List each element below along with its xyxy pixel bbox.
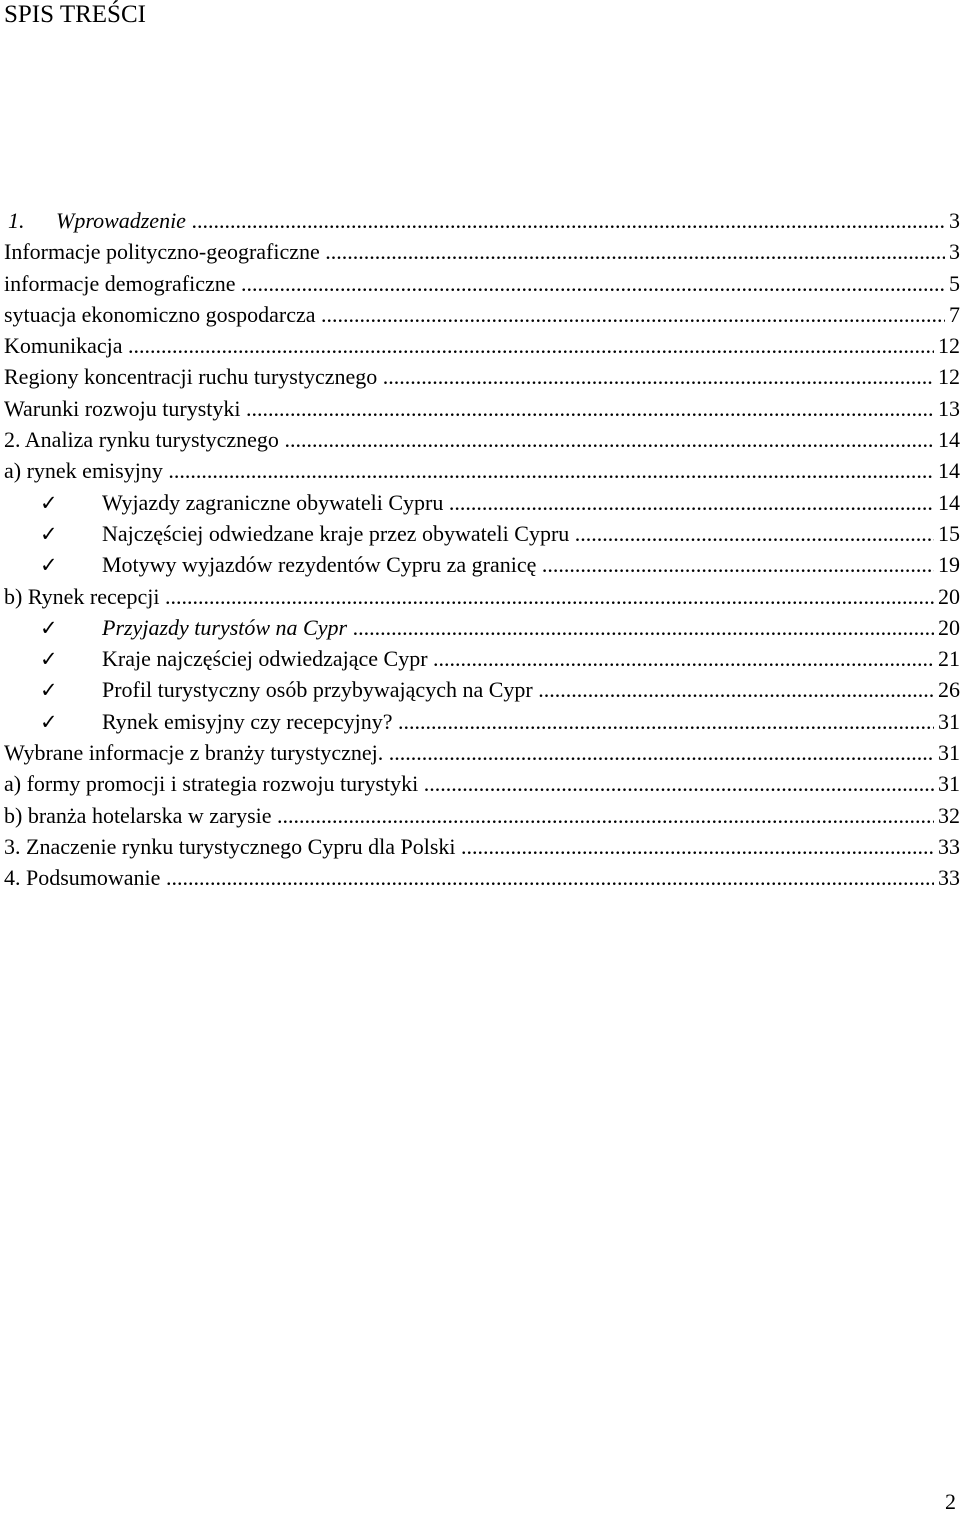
toc-entry-text: Przyjazdy turystów na Cypr xyxy=(102,614,348,640)
toc-entry-page: 20 xyxy=(934,581,960,612)
checkmark-icon: ✓ xyxy=(40,519,102,550)
toc-entry-title xyxy=(4,361,960,392)
toc-entry-text: Rynek emisyjny czy recepcyjny? xyxy=(102,708,393,734)
toc-entry-text: Motywy wyjazdów rezydentów Cypru za granicę xyxy=(102,552,537,578)
toc-entry-text: informacje demograficzne xyxy=(4,270,236,296)
checkmark-icon: ✓ xyxy=(40,613,102,644)
toc-entry-text: b) Rynek recepcji xyxy=(4,583,160,609)
toc-entry-text: Wyjazdy zagraniczne obywateli Cypru xyxy=(102,489,444,515)
checkmark-icon: ✓ xyxy=(40,488,102,519)
toc-entry[interactable] xyxy=(4,581,960,612)
toc-entry[interactable] xyxy=(4,737,960,768)
toc-entry[interactable] xyxy=(4,299,960,330)
checkmark-icon: ✓ xyxy=(40,644,102,675)
toc-entry-page: 31 xyxy=(934,706,960,737)
toc-entry-text: Komunikacja xyxy=(4,333,123,359)
toc-entry-title xyxy=(4,800,960,831)
toc-entry-page: 14 xyxy=(934,455,960,486)
toc-entry-title xyxy=(4,518,960,550)
toc-entry[interactable] xyxy=(4,361,960,392)
checkmark-icon: ✓ xyxy=(40,675,102,706)
toc-entry-text: a) formy promocji i strategia rozwoju turystyki xyxy=(4,771,419,797)
toc-entry[interactable] xyxy=(4,393,960,424)
toc-entry[interactable] xyxy=(4,424,960,455)
toc-entry-title xyxy=(4,643,960,675)
toc-entry-title xyxy=(4,299,960,330)
toc-entry-page: 26 xyxy=(934,674,960,705)
toc-entry-page: 33 xyxy=(934,831,960,862)
toc-entry-title xyxy=(4,330,960,361)
toc-entry-page: 5 xyxy=(945,268,960,299)
toc-entry-text: b) branża hotelarska w zarysie xyxy=(4,802,272,828)
toc-entry-title xyxy=(4,236,960,267)
toc-entry-title xyxy=(4,674,960,706)
toc-entry-page: 14 xyxy=(934,424,960,455)
toc-entry-title xyxy=(4,737,960,768)
toc-entry-title xyxy=(4,612,960,644)
toc-entry[interactable] xyxy=(4,205,960,236)
toc-entry[interactable] xyxy=(4,674,960,705)
toc-entry-title xyxy=(4,706,960,738)
toc-entry-text: a) rynek emisyjny xyxy=(4,458,163,484)
toc-entry-title xyxy=(4,205,960,236)
toc-entry[interactable] xyxy=(4,800,960,831)
toc-entry-text: sytuacja ekonomiczno gospodarcza xyxy=(4,301,316,327)
toc-entry-page: 19 xyxy=(934,549,960,580)
toc-entry-text: Warunki rozwoju turystyki xyxy=(4,395,241,421)
toc-entry-page: 7 xyxy=(945,299,960,330)
toc-entry-title xyxy=(4,768,960,799)
toc-entry-page: 3 xyxy=(945,205,960,236)
toc-entry[interactable] xyxy=(4,862,960,893)
toc-entry-title xyxy=(4,424,960,455)
toc-entry-title xyxy=(4,393,960,424)
toc-entry[interactable] xyxy=(4,330,960,361)
toc-entry[interactable] xyxy=(4,643,960,674)
toc-entry[interactable] xyxy=(4,455,960,486)
toc-entry-text: Kraje najczęściej odwiedzające Cypr xyxy=(102,646,428,672)
toc-entry-title xyxy=(4,455,960,486)
toc-entry-page: 14 xyxy=(934,487,960,518)
toc-entry-text: Informacje polityczno-geograficzne xyxy=(4,239,320,265)
toc-entry-text: Regiony koncentracji ruchu turystycznego xyxy=(4,364,378,390)
toc-entry-title xyxy=(4,487,960,519)
page-number: 2 xyxy=(945,1489,956,1514)
toc-entry-page: 31 xyxy=(934,768,960,799)
toc-entry-title xyxy=(4,268,960,299)
toc-entry[interactable] xyxy=(4,768,960,799)
table-of-contents xyxy=(4,205,960,894)
toc-entry[interactable] xyxy=(4,518,960,549)
toc-entry-text: Wybrane informacje z branży turystycznej. xyxy=(4,740,384,766)
toc-entry-page: 12 xyxy=(934,361,960,392)
toc-entry-text: 2. Analiza rynku turystycznego xyxy=(4,427,279,453)
toc-entry-page: 31 xyxy=(934,737,960,768)
toc-entry-text: 3. Znaczenie rynku turystycznego Cypru dla Polski xyxy=(4,833,456,859)
toc-entry-page: 32 xyxy=(934,800,960,831)
toc-entry-page: 3 xyxy=(945,236,960,267)
toc-entry-page: 21 xyxy=(934,643,960,674)
checkmark-icon: ✓ xyxy=(40,707,102,738)
toc-entry-page: 13 xyxy=(934,393,960,424)
page-title: SPIS TREŚCI xyxy=(4,1,146,28)
toc-entry[interactable] xyxy=(4,831,960,862)
toc-entry-text: Profil turystyczny osób przybywających na Cypr xyxy=(102,677,533,703)
toc-entry-page: 33 xyxy=(934,862,960,893)
toc-entry[interactable] xyxy=(4,236,960,267)
toc-entry-page: 12 xyxy=(934,330,960,361)
toc-entry-page: 15 xyxy=(934,518,960,549)
toc-entry-title xyxy=(4,862,960,893)
toc-entry-title xyxy=(4,831,960,862)
toc-entry[interactable] xyxy=(4,487,960,518)
toc-entry-text: Najczęściej odwiedzane kraje przez obywateli Cypru xyxy=(102,520,570,546)
toc-entry[interactable] xyxy=(4,706,960,737)
toc-entry[interactable] xyxy=(4,268,960,299)
toc-entry-number: 1. xyxy=(8,205,56,236)
toc-entry-page: 20 xyxy=(934,612,960,643)
checkmark-icon: ✓ xyxy=(40,550,102,581)
toc-entry[interactable] xyxy=(4,549,960,580)
toc-entry-text: 4. Podsumowanie xyxy=(4,865,161,891)
toc-entry[interactable] xyxy=(4,612,960,643)
toc-entry-title xyxy=(4,581,960,612)
toc-entry-text: Wprowadzenie xyxy=(56,208,186,233)
toc-entry-title xyxy=(4,549,960,581)
